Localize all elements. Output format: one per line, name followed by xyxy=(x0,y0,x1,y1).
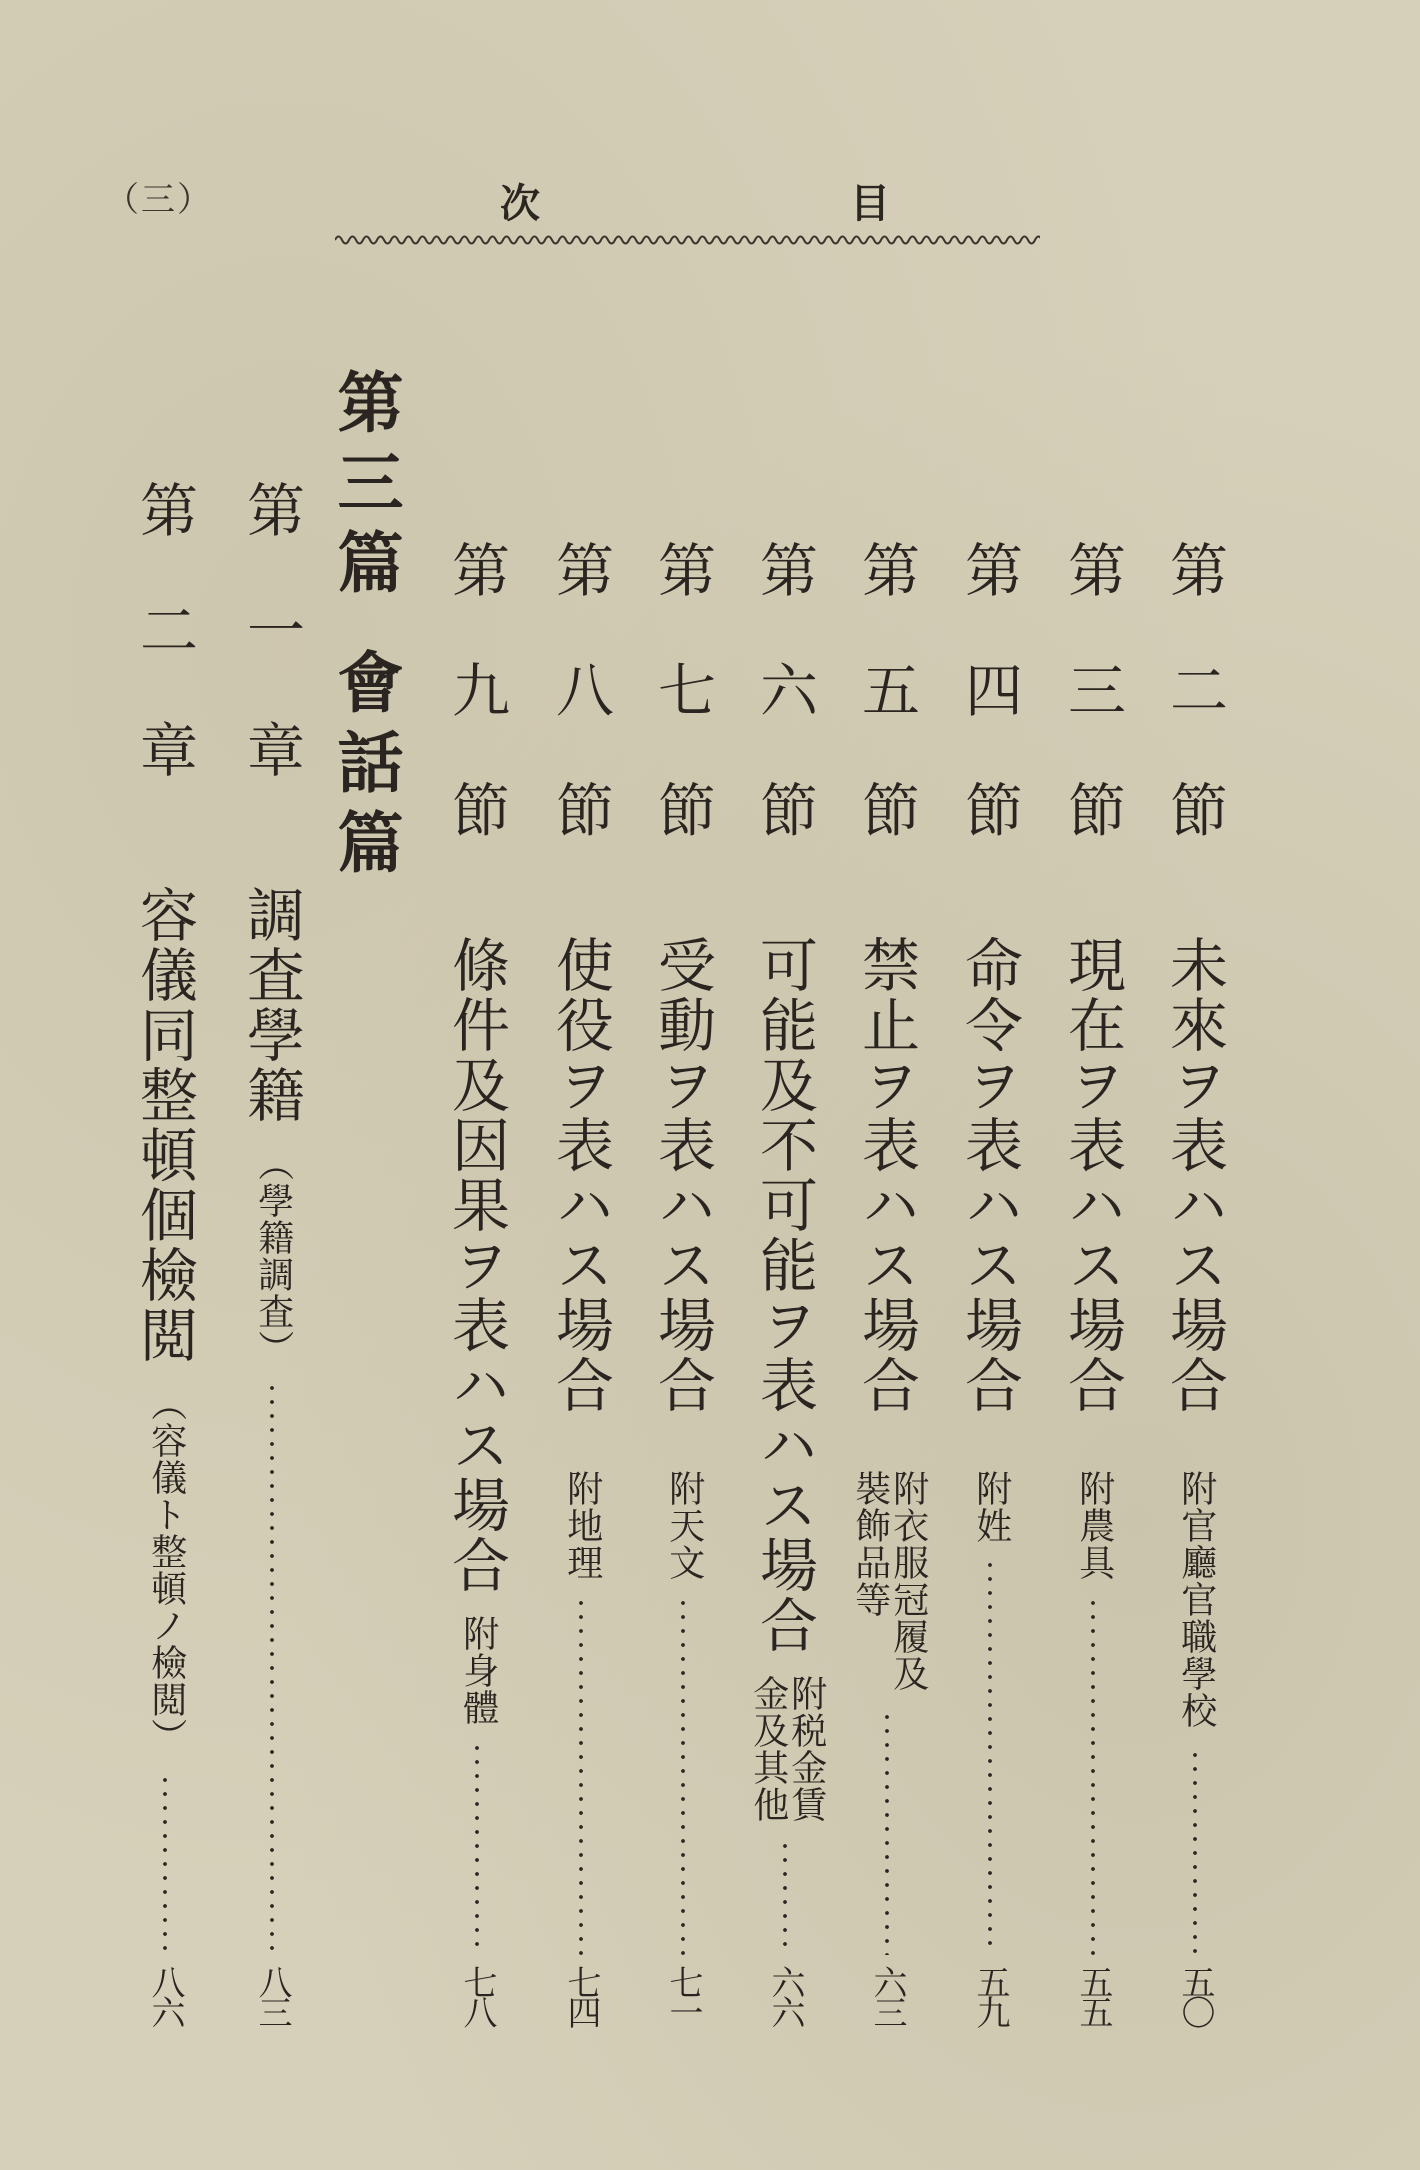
page-ref: 五五 xyxy=(1073,1965,1113,2025)
chapter-title: 容儀同整頓個檢閲 xyxy=(130,885,198,1365)
page-ref: 七一 xyxy=(663,1965,703,2025)
section-label: 第四節 xyxy=(955,540,1023,900)
section-title: 命令ヲ表ハス場合 xyxy=(955,935,1023,1415)
section-note: 附税金賃 xyxy=(785,1675,827,1823)
page-ref: 七四 xyxy=(561,1965,601,2025)
dotted-leader xyxy=(1090,1596,1096,1955)
dotted-leader xyxy=(1192,1748,1198,1955)
section-title: 條件及因果ヲ表ハス場合 xyxy=(442,935,510,1595)
page-ref: 七八 xyxy=(457,1965,497,2025)
chapter-note: （容儀ト整頓ノ檢閲） xyxy=(145,1385,187,1755)
section-label: 第五節 xyxy=(852,540,920,900)
section-label: 第三節 xyxy=(1058,540,1126,900)
section-note: 附農具 xyxy=(1073,1470,1115,1581)
page-number: （三） xyxy=(105,180,213,220)
part-label: 第三篇 xyxy=(326,368,404,608)
part-heading xyxy=(326,368,404,888)
chapter-label: 第二章 xyxy=(130,480,198,840)
dotted-leader xyxy=(987,1558,993,1955)
part-title: 會話篇 xyxy=(326,648,404,888)
page-ref: 五九 xyxy=(970,1965,1010,2025)
dotted-leader xyxy=(680,1596,686,1955)
section-note: 附姓 xyxy=(970,1470,1012,1544)
dotted-leader xyxy=(162,1773,168,1955)
dotted-leader xyxy=(884,1710,890,1955)
section-label: 第二節 xyxy=(1160,540,1228,900)
section-label: 第七節 xyxy=(648,540,716,900)
section-title: 禁止ヲ表ハス場合 xyxy=(852,935,920,1415)
wavy-header-rule xyxy=(335,230,1040,250)
section-note: 附身體 xyxy=(457,1615,499,1726)
page-ref: 五〇 xyxy=(1175,1965,1215,2025)
section-note: 附衣服冠履及 xyxy=(887,1470,929,1692)
dotted-leader xyxy=(474,1741,480,1955)
chapter-title: 調査學籍 xyxy=(237,885,305,1125)
section-title: 現在ヲ表ハス場合 xyxy=(1058,935,1126,1415)
page-ref: 六三 xyxy=(867,1965,907,2025)
page-ref: 八三 xyxy=(252,1965,292,2025)
section-label: 第八節 xyxy=(546,540,614,900)
section-note: 裝飾品等 xyxy=(849,1470,891,1618)
page-ref: 八六 xyxy=(145,1965,185,2025)
page-ref: 六六 xyxy=(765,1965,805,2025)
dotted-leader xyxy=(269,1381,275,1955)
section-note: 金及其他 xyxy=(747,1675,789,1823)
section-note: 附地理 xyxy=(561,1470,603,1581)
section-note: 附天文 xyxy=(663,1470,705,1581)
chapter-note: （學籍調査） xyxy=(252,1145,294,1367)
section-title: 未來ヲ表ハス場合 xyxy=(1160,935,1228,1415)
page-header-title xyxy=(330,172,1050,229)
header-title-left: 次 xyxy=(500,180,540,227)
section-title: 受動ヲ表ハス場合 xyxy=(648,935,716,1415)
section-title: 使役ヲ表ハス場合 xyxy=(546,935,614,1415)
section-title: 可能及不可能ヲ表ハス場合 xyxy=(750,935,818,1655)
section-label: 第九節 xyxy=(442,540,510,900)
header-title-right: 目 xyxy=(850,180,890,227)
section-label: 第六節 xyxy=(750,540,818,900)
section-note: 附官廳官職學校 xyxy=(1175,1470,1217,1729)
chapter-label: 第一章 xyxy=(237,480,305,840)
dotted-leader xyxy=(782,1839,788,1955)
dotted-leader xyxy=(578,1596,584,1955)
